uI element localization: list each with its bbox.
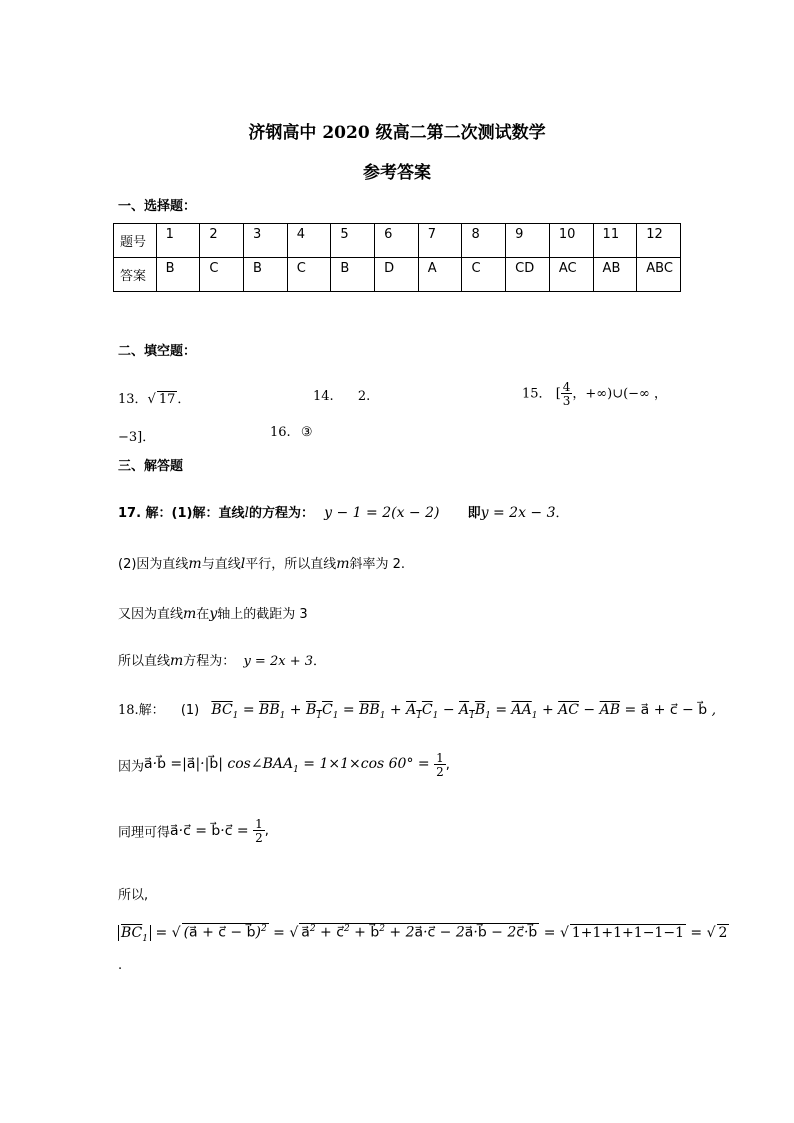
q15-open: [ [555, 386, 561, 402]
table-cell: C [200, 258, 244, 292]
half-num: 1 [255, 817, 263, 831]
var-l: l [240, 556, 246, 572]
q17-l3b: 在 [196, 607, 210, 622]
q18-part: (1) [180, 703, 200, 718]
q13-value: 17 [158, 392, 176, 407]
table-cell: 8 [462, 224, 506, 258]
table-cell: D [375, 258, 419, 292]
row-label-answer: 答案 [114, 258, 157, 292]
q16-value: ③ [300, 425, 313, 440]
q18-so: 所以, [118, 888, 149, 903]
table-cell: B [331, 258, 375, 292]
q17-intro: 17. 解：(1)解：直线 [118, 506, 245, 521]
q18-final-eq [118, 923, 729, 943]
q18-line3 [118, 818, 269, 844]
var-l: l [244, 505, 249, 521]
table-cell: 5 [331, 224, 375, 258]
var-m: m [336, 556, 350, 572]
q17-l3c: 轴上的截距为 3 [217, 607, 308, 622]
row-label-number: 题号 [114, 224, 157, 258]
table-cell: B [156, 258, 200, 292]
table-cell: B [244, 258, 288, 292]
q17-l2b: 与直线 [201, 557, 241, 572]
q18-line1 [118, 699, 716, 721]
fill-q13 [118, 388, 190, 407]
q18-vector-eq: $\overline{BC}_1 = \overline{BB}_1 + B_1C_1 = \overline{BB}_1 + A_1C_1 - A_1B_1 = \overline{AA}_1 + \overline{AC} - \overline{AB}$ = a⃗ + c⃗ − b⃗ , [211, 702, 717, 721]
table-cell: 10 [549, 224, 593, 258]
table-cell: AB [593, 258, 637, 292]
q15-rest: ，+∞)∪(−∞ ， [572, 386, 668, 402]
table-cell: AC [549, 258, 593, 292]
q17-line3 [118, 603, 308, 622]
table-cell: 7 [418, 224, 462, 258]
table-cell: C [287, 258, 331, 292]
table-cell: 1 [156, 224, 200, 258]
q18-dot-eq: a⃗·b⃗ =|a⃗|·|b⃗| $\cos\angle BAA_1 = 1\times 1\times\cos$ 60° = [144, 755, 435, 775]
var-m: m [188, 556, 202, 572]
var-m: m [170, 653, 184, 669]
q18-magnitude: $\overline{BC}_1$ = √ (a⃗ + c⃗ − b⃗)$^2$ = √ a⃗$^2$ + c⃗$^2$ + b⃗$^2$ + 2a⃗·c⃗ − 2a⃗·b⃗ − 2c⃗·b⃗ = √ 1+1+1+1−1−1 = √ 2 [118, 925, 729, 941]
comma: , [445, 757, 450, 773]
table-cell: CD [506, 258, 550, 292]
q14-label: 14. [313, 389, 334, 404]
q17-l2a: (2)因为直线 [118, 557, 189, 572]
answer-table [113, 223, 681, 292]
table-cell: 9 [506, 224, 550, 258]
half-fraction [434, 752, 446, 778]
page-subtitle: 参考答案 [363, 163, 431, 183]
q18-because: 因为 [118, 759, 145, 775]
q18-line2 [118, 752, 450, 778]
table-row [114, 224, 681, 258]
section-fill-heading: 二、填空题： [118, 344, 197, 359]
table-cell: 2 [200, 224, 244, 258]
half-den: 2 [436, 765, 444, 779]
fill-q14 [313, 389, 370, 404]
table-cell: C [462, 258, 506, 292]
q18-similar-eq: a⃗·c⃗ = b⃗·c⃗ = [170, 823, 254, 839]
q17-line4 [118, 650, 326, 669]
table-cell: 3 [244, 224, 288, 258]
var-m: m [183, 606, 197, 622]
q17-equation3: y = 2x + 3 [243, 654, 313, 669]
table-cell: 12 [637, 224, 681, 258]
table-cell: 4 [287, 224, 331, 258]
q18-similarly: 同理可得 [118, 825, 171, 841]
q15-den: 3 [562, 394, 571, 408]
table-cell: A [418, 258, 462, 292]
q17-end: ． [313, 654, 327, 669]
q13-label: 13． [118, 392, 148, 407]
table-cell: 11 [593, 224, 637, 258]
q15-fraction [561, 381, 573, 407]
q14-value: 2. [357, 389, 371, 404]
q16-label: 16. [270, 425, 291, 440]
table-cell: 6 [375, 224, 419, 258]
comma: , [264, 823, 269, 839]
table-row [114, 258, 681, 292]
q17-l4b: 方程为： [183, 654, 236, 669]
q17-line1 [118, 502, 569, 521]
q15-num: 4 [562, 380, 571, 394]
sqrt-icon: √ [147, 392, 156, 407]
q17-equation: y − 1 = 2(x − 2) [324, 505, 440, 521]
fill-q15 [522, 381, 667, 407]
q17-equation2: y = 2x − 3 [480, 505, 556, 521]
q15-continuation: −3]． [118, 430, 156, 445]
fill-q16 [270, 425, 312, 440]
section-choice-heading: 一、选择题： [118, 199, 197, 214]
q15-label: 15． [522, 386, 552, 402]
q17-l3a: 又因为直线 [118, 607, 184, 622]
page-title: 济钢高中 2020 级高二第二次测试数学 [248, 123, 546, 143]
final-dot: . [118, 958, 123, 973]
half-den: 2 [255, 831, 263, 845]
half-num: 1 [436, 751, 444, 765]
q13-end: ． [177, 392, 191, 407]
q17-text: 的方程为： [248, 506, 314, 521]
q17-line2 [118, 553, 405, 572]
q17-l2c: 平行，所以直线 [245, 557, 337, 572]
q17-end: ． [555, 506, 569, 521]
q17-then: 即 [467, 506, 481, 521]
var-y: y [209, 606, 218, 622]
q17-l2d: 斜率为 2. [349, 557, 406, 572]
table-cell: ABC [637, 258, 681, 292]
half-fraction [253, 818, 265, 844]
section-solve-heading: 三、解答题 [118, 459, 184, 474]
q18-label: 18.解： [118, 703, 165, 718]
q17-l4a: 所以直线 [118, 654, 171, 669]
